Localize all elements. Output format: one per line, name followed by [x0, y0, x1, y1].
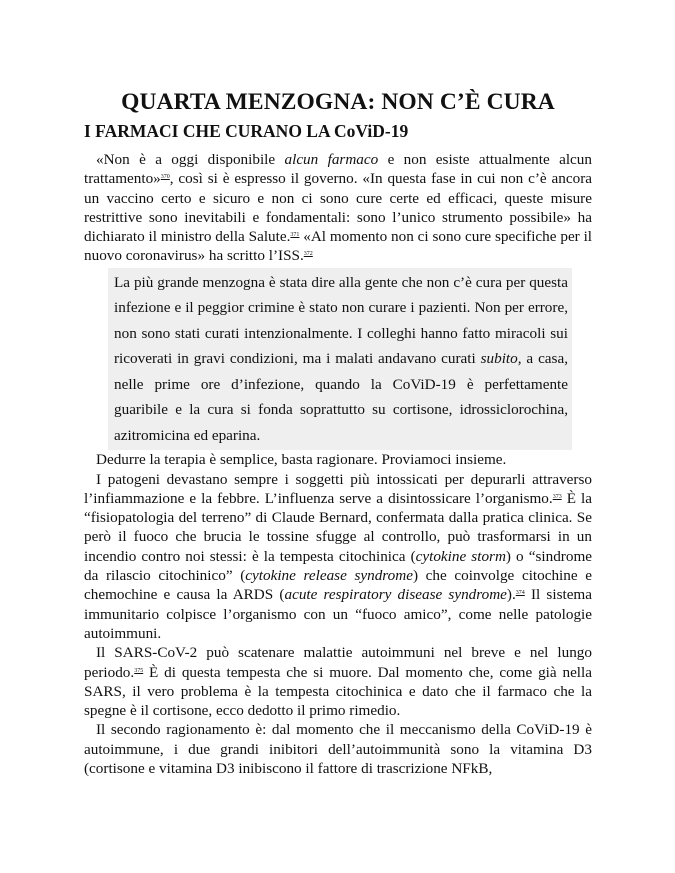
text-run: «Non è a oggi disponibile	[96, 151, 285, 168]
text-run: ).	[506, 586, 516, 604]
emphasis: cytokine release syndrome	[245, 567, 413, 585]
text-run: «Al momento non ci sono cure specifiche per il nuovo coronavirus» ha scritto l’ISS.	[84, 228, 593, 265]
text-run: La più grande menzogna è stata dire alla gente che non c’è cura per questa infezione e il peggior crimine è stato non curare i pazienti. Non per errore, non sono stati curati intenzionalmente. I colleghi hanno fatto miracoli sui ricoverati in gravi condizioni, ma i malati andavano curati	[114, 273, 568, 368]
emphasis: subito	[480, 350, 518, 368]
footnote-ref-372[interactable]: 372	[303, 251, 313, 258]
text-run: È la “fisiopatologia del terreno” di Claude Bernard, confermata dalla pratica clinica. Se però il fuoco che brucia le tossine sfugge al controllo, può trasformarsi in un incendio contro noi stessi: è la tempesta citochinica (	[84, 489, 592, 565]
paragraph-5: Il secondo ragionamento è: dal momento che il meccanismo della CoViD-19 è autoimmune, i due grandi inibitori dell’autoimmunità sono la vitamina D3 (cortisone e vitamina D3 inibiscono il fattore di trascrizione NFkB,	[84, 721, 592, 778]
quote-paragraph	[114, 270, 568, 449]
chapter-title: QUARTA MENZOGNA: NON C’È CURA	[121, 89, 555, 115]
text-run: Il SARS-CoV-2 può scatenare malattie autoimmuni nel breve e nel lungo periodo.	[84, 644, 592, 681]
text-run: È di questa tempesta che si muore. Dal momento che, come già nella SARS, il vero problema è la tempesta citochinica e dato che il farmaco che la spegne è il cortisone, ecco dedotto il primo rimedio.	[84, 663, 592, 720]
footnote-ref-371[interactable]: 371	[290, 232, 300, 239]
paragraph-1	[84, 150, 592, 266]
emphasis: acute respiratory disease syndrome	[284, 586, 507, 604]
footnote-ref-373[interactable]: 373	[552, 493, 562, 500]
footnote-ref-374[interactable]: 374	[515, 590, 525, 597]
footnote-ref-370[interactable]: 370	[160, 174, 170, 181]
text-run: e non esiste attualmente alcun trattamento»	[84, 151, 592, 188]
paragraph-2: Dedurre la terapia è semplice, basta ragionare. Proviamoci insieme.	[96, 451, 507, 469]
text-run: ) che coinvolge citochine e chemochine e causa la ARDS (	[84, 567, 593, 604]
text-run: , così si è espresso il governo. «In questa fase in cui non c’è ancora un vaccino certo e sicuro e non ci sono cure certe ed efficaci, queste misure restrittive sono inevitabili e fondamentali: sono l’unico strumento possibile» ha dichiarato il ministro della Salute.	[84, 170, 592, 246]
text-run: I patogeni devastano sempre i soggetti più intossicati per depurarli attraverso l’infiammazione e la febbre. L’influenza serve a disintossicare l’organismo.	[84, 470, 592, 507]
block-quote	[108, 268, 572, 451]
paragraph-4	[84, 643, 592, 720]
footnote-ref-375[interactable]: 375	[134, 667, 144, 674]
text-run: ) o “sindrome da rilascio citochinico” (	[84, 547, 592, 585]
chapter-subtitle: I FARMACI CHE CURANO LA CoViD-19	[84, 121, 409, 141]
document-page	[84, 88, 592, 778]
text-run: Il sistema immunitario colpisce l’organismo con un “fuoco amico”, come nelle patologie autoimmuni.	[84, 586, 592, 642]
paragraph-3	[84, 470, 592, 644]
emphasis: cytokine storm	[415, 547, 506, 565]
text-run: , a casa, nelle prime ore d’infezione, quando la CoViD-19 è perfettamente guaribile e la cura si fonda soprattutto su cortisone, idrossiclorochina, azitromicina ed eparina.	[114, 350, 568, 444]
emphasis: alcun farmaco	[284, 151, 379, 168]
